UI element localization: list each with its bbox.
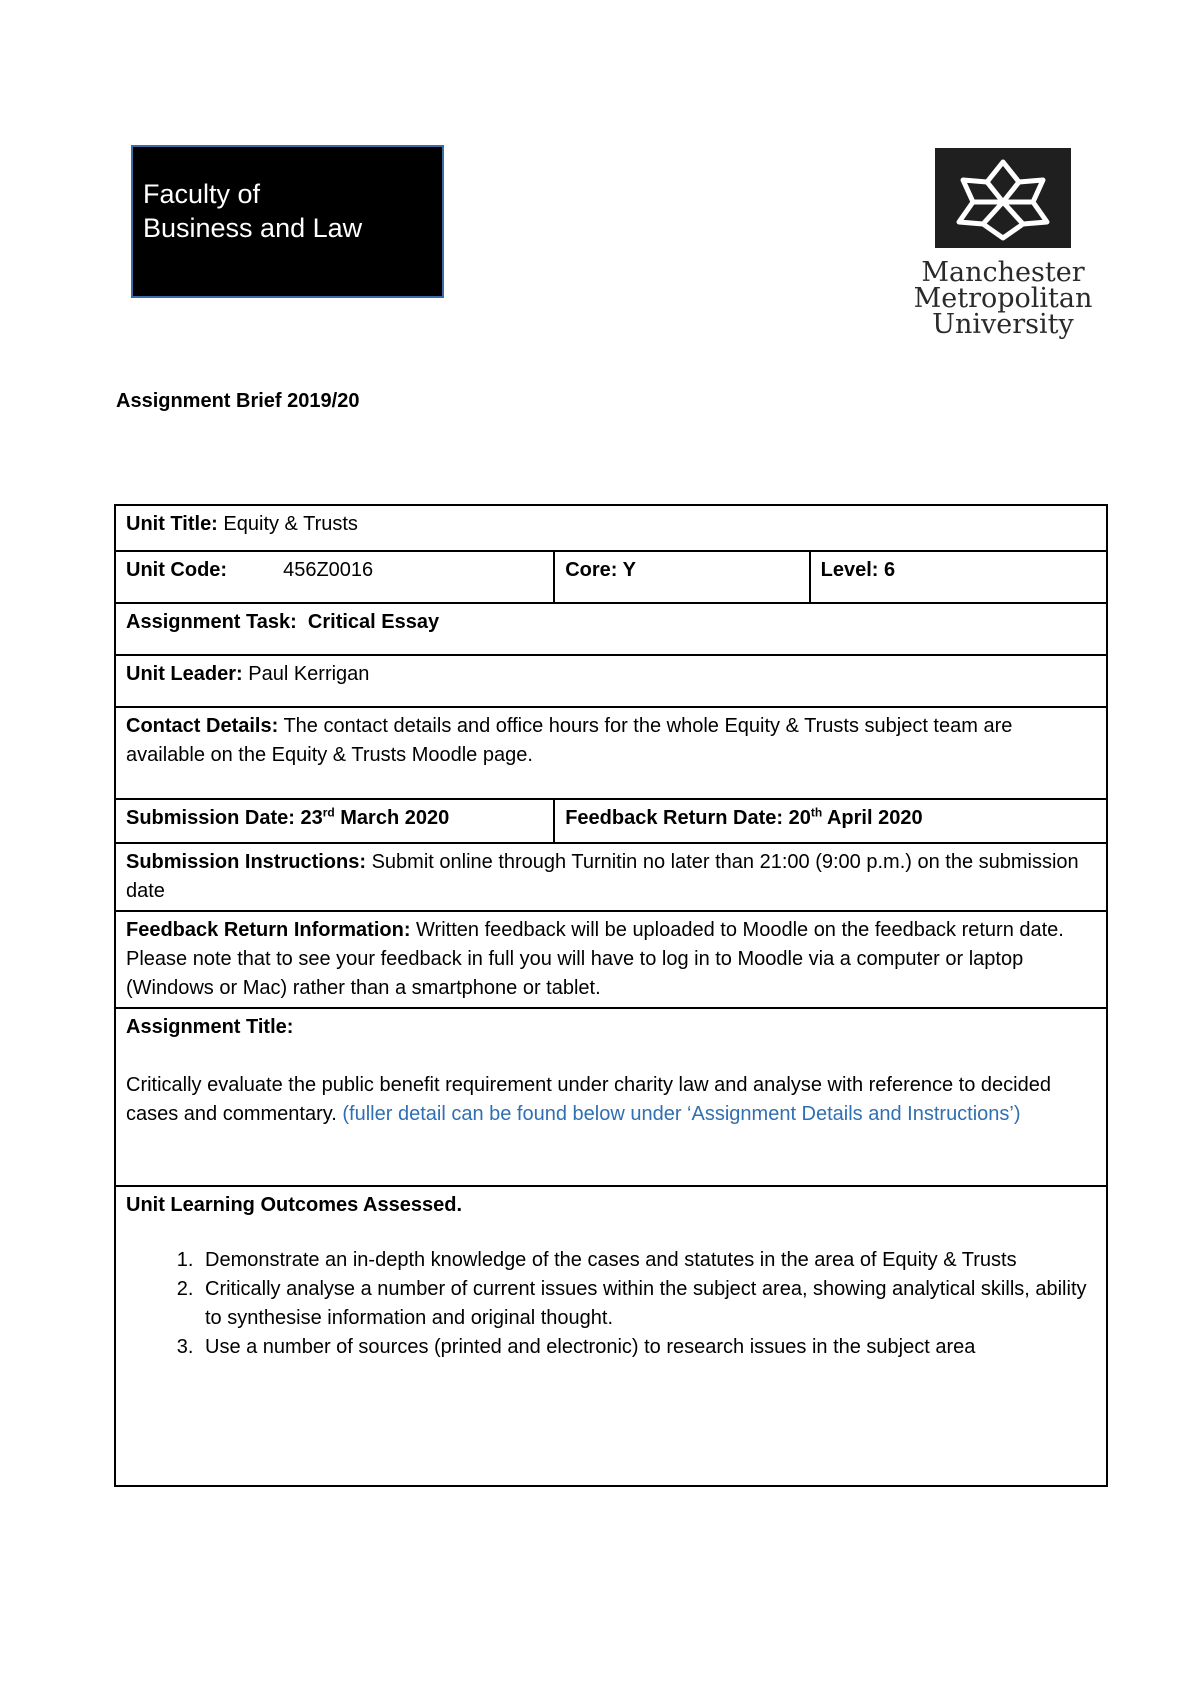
cell-submission-instructions (115, 843, 1107, 911)
level-cell: Level: 6 (810, 551, 1107, 603)
university-name-line-2: Metropolitan (913, 283, 1093, 314)
row-learning-outcomes (115, 1186, 1107, 1486)
row-contact-details (115, 707, 1107, 799)
cell-assignment-task (115, 603, 1107, 655)
row-submission-instructions (115, 843, 1107, 911)
row-feedback-info (115, 911, 1107, 1008)
outcome-item-1: 1. Demonstrate an in-depth knowledge of the cases and statutes in the area of Equity & Trusts (199, 1246, 1096, 1275)
row-unit-code (115, 551, 1107, 603)
cell-assignment-title (115, 1008, 1107, 1186)
university-name-line-3: University (932, 309, 1074, 340)
cell-unit-title (115, 505, 1107, 551)
assignment-details-reference: (fuller detail can be found below under ‘Assignment Details and Instructions’) (342, 1103, 1021, 1125)
faculty-line-2: Business and Law (143, 213, 363, 243)
cell-feedback-date (554, 799, 1107, 843)
row-dates (115, 799, 1107, 843)
outcome-item-3: 3. Use a number of sources (printed and electronic) to research issues in the subject area (199, 1333, 1096, 1362)
leader-value: Paul Kerrigan (242, 663, 370, 685)
core-cell: Core: Y (554, 551, 809, 603)
submission-date-sup: rd (322, 805, 335, 820)
task-label: Assignment Task: (126, 611, 297, 633)
unit-title-label: Unit Title: (126, 513, 218, 535)
submission-date-pre: Submission Date: 23 (126, 807, 323, 829)
university-name-line-1: Manchester (921, 257, 1085, 288)
outcomes-list (126, 1246, 1096, 1362)
feedback-date-pre: Feedback Return Date: 20 (565, 807, 811, 829)
instructions-label: Submission Instructions: (126, 851, 367, 873)
assignment-title-label: Assignment Title: (126, 1016, 294, 1038)
assignment-title-value: Critically evaluate the public benefit requirement under charity law and analyse with reference to decided cases and commentary. (126, 1074, 1051, 1125)
task-value: Critical Essay (307, 611, 440, 633)
row-unit-title (115, 505, 1107, 551)
row-unit-leader (115, 655, 1107, 707)
cell-unit-leader (115, 655, 1107, 707)
feedback-date-sup: th (810, 805, 823, 820)
outcome-item-2: 2. Critically analyse a number of current issues within the subject area, showing analytical skills, ability to synthesise information and original thought. (199, 1275, 1096, 1333)
contact-value: The contact details and office hours for the whole Equity & Trusts subject team are available on the Equity & Trusts Moodle page. (126, 715, 1013, 766)
feedback-info-value: Written feedback will be uploaded to Moodle on the feedback return date. Please note that to see your feedback in full you will have to log in to Moodle via a computer or laptop (Windows or Mac) rather than a smartphone or tablet. (126, 919, 1064, 999)
row-assignment-task (115, 603, 1107, 655)
row-assignment-title (115, 1008, 1107, 1186)
cell-contact-details (115, 707, 1107, 799)
instructions-value: Submit online through Turnitin no later than 21:00 (9:00 p.m.) on the submission date (126, 851, 1079, 902)
mmu-crest-icon (935, 148, 1071, 248)
cell-submission-date (115, 799, 554, 843)
faculty-line-1: Faculty of (143, 179, 261, 209)
brief-title: Assignment Brief 2019/20 (116, 390, 360, 412)
unit-code-value: 456Z0016 (283, 559, 374, 581)
assignment-title-text (126, 1071, 1096, 1129)
contact-label: Contact Details: (126, 715, 279, 737)
university-name (888, 257, 1118, 340)
cell-learning-outcomes (115, 1186, 1107, 1486)
faculty-banner (131, 145, 444, 298)
assignment-brief-table (114, 504, 1108, 1487)
leader-label: Unit Leader: (126, 663, 243, 685)
feedback-info-label: Feedback Return Information: (126, 919, 411, 941)
university-logo (888, 148, 1118, 358)
feedback-date-post: April 2020 (822, 807, 923, 829)
cell-feedback-info (115, 911, 1107, 1008)
outcomes-label: Unit Learning Outcomes Assessed. (126, 1194, 463, 1216)
cell-unit-code (115, 551, 554, 603)
unit-title-value: Equity & Trusts (217, 513, 358, 535)
submission-date-post: March 2020 (334, 807, 450, 829)
unit-code-label: Unit Code: (126, 559, 228, 581)
